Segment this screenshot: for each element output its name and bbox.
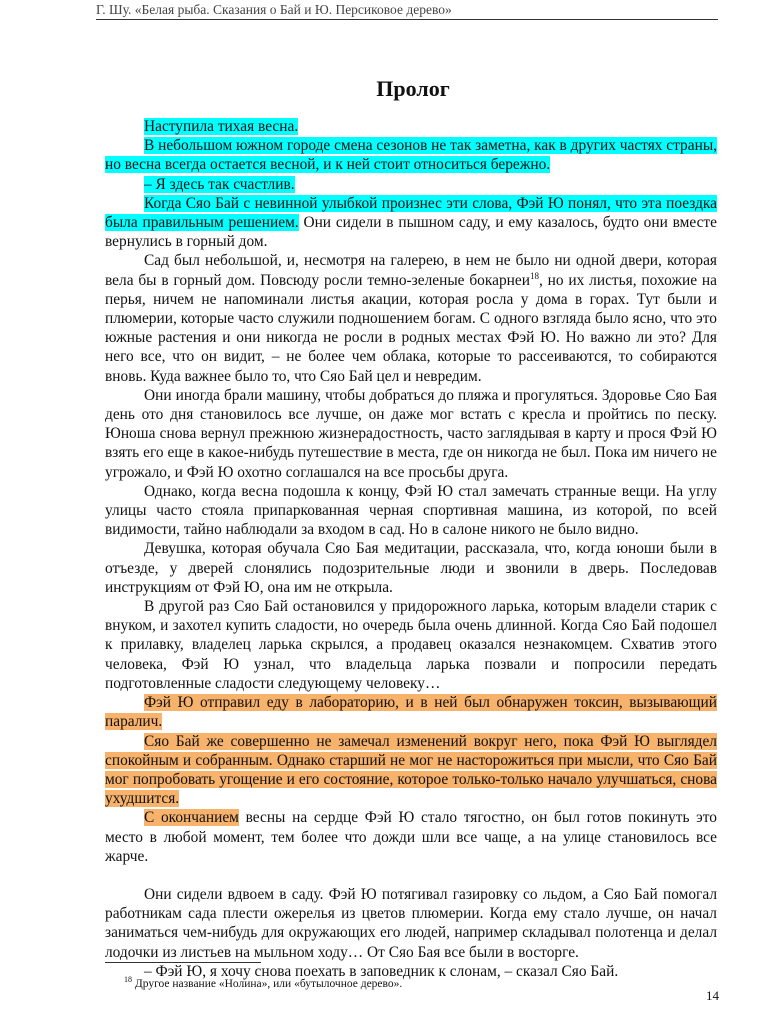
header-divider <box>96 19 718 20</box>
paragraph: Они иногда брали машину, чтобы добраться до пляжа и прогуляться. Здоровье Сяо Бая день ото дня становилось все лучше, он даже мог встать с кресла и пройтись по песку. Юноша снова вернул прежнюю жизнерадостность, часто заглядывая в карту и прося Фэй Ю взять его еще в какое-нибудь путешествие в места, где он никогда не был. Пока им ничего не угрожало, и Фэй Ю охотно соглашался на все просьбы друга. <box>105 386 717 481</box>
paragraph <box>105 194 717 252</box>
paragraph: Девушка, которая обучала Сяо Бая медитации, рассказала, что, когда юноши были в отъезде, у дверей слонялись подозрительные люди и звонили в дверь. Последовав инструкциям от Фэй Ю, она им не открыла. <box>105 540 717 596</box>
running-header: Г. Шу. «Белая рыба. Сказания о Бай и Ю. Персиковое дерево» <box>96 2 452 17</box>
paragraph: Они сидели вдвоем в саду. Фэй Ю потягивал газировку со льдом, а Сяо Бай помогал работникам сада плести ожерелья из цветов плюмерии. Когда ему стало лучше, он начал заниматься чем-нибудь для окружающих его людей, например складывал полотенца и делал лодочки из листьев на мыльном ходу… От Сяо Бая все были в восторге. <box>105 885 717 961</box>
paragraph <box>105 693 717 731</box>
paragraph <box>105 117 717 136</box>
paragraph: – Фэй Ю, я хочу снова поехать в заповедник к слонам, – сказал Сяо Бай. <box>144 962 619 980</box>
paragraph <box>105 808 717 866</box>
paragraph: В другой раз Сяо Бай остановился у придорожного ларька, которым владели старик с внуком, и захотел купить сладости, но очередь была очень длинной. Когда Сяо Бай подошел к прилавку, владелец ларька скрылся, а продавец оказался незнакомцем. Схватив этого человека, Фэй Ю узнал, что владельца ларька позвали и попросили передать подготовленные сладости следующему человеку… <box>105 598 717 692</box>
paragraph: Однако, когда весна подошла к концу, Фэй Ю стал замечать странные вещи. На углу улицы часто стояла припаркованная черная спортивная машина, из которой, по всей видимости, тайно наблюдали за входом в сад. Но в салоне никого не было видно. <box>105 482 717 539</box>
text: весны на сердце Фэй Ю стало тягостно, он был готов покинуть это место в любой момент, тем более что дожди шли все чаще, а на улице становилось все жарче. <box>105 809 717 865</box>
page-number: 14 <box>706 988 719 1003</box>
footnote <box>124 975 684 990</box>
section-gap <box>105 866 717 885</box>
text: Они сидели в пышном саду, и ему казалось, будто они вместе вернулись в горный дом. <box>105 214 717 251</box>
highlight: С окончанием <box>144 809 239 827</box>
text: Сад был небольшой, и, несмотря на галерею, в нем не было ни одной двери, которая вела бы в горный дом. Повсюду росли темно-зеленые бокарнеи <box>105 252 717 289</box>
highlight: Фэй Ю отправил еду в лабораторию, и в ней был обнаружен токсин, вызывающий паралич. <box>105 694 717 731</box>
text: , но их листья, похожие на перья, ничем не напоминали листья акации, которая росла у дома в горах. Тут были и плюмерии, которые часто служили подношением богам. С одного взгляда было ясно, что это южные растения и они никогда не росли в родных местах Фэй Ю. Но важно ли это? Для него все, что он видит, – не более чем облака, которые то рассеиваются, то собираются вновь. Куда важнее было то, что Сяо Бай цел и невредим. <box>105 271 717 385</box>
paragraph <box>105 136 717 174</box>
paragraph <box>105 732 717 809</box>
highlight: Наступила тихая весна. <box>144 118 299 135</box>
highlight: В небольшом южном городе смена сезонов не так заметна, как в других частях страны, но весна всегда остается весной, и к ней стоит относиться бережно. <box>105 137 718 174</box>
chapter-title: Пролог <box>376 76 450 101</box>
highlight: Когда Сяо Бай с невинной улыбкой произнес эти слова, Фэй Ю понял, что эта поездка была правильным решением. <box>105 194 717 232</box>
footnote-divider <box>105 962 261 963</box>
highlight: – Я здесь так счастлив. <box>144 175 295 193</box>
footnote-text: Другое название «Нолина», или «бутылочное дерево». <box>132 977 403 990</box>
paragraph <box>105 175 717 194</box>
paragraph <box>105 251 717 385</box>
highlight: Сяо Бай же совершенно не замечал изменений вокруг него, пока Фэй Ю выглядел спокойным и собранным. Однако старший не мог не насторожиться при мысли, что Сяо Бай мог попробовать угощение и его состояние, которое только-только начало улучшаться, снова ухудшится. <box>105 732 717 808</box>
body-text <box>105 117 717 981</box>
footnote-number: 18 <box>124 975 132 984</box>
footnote-reference[interactable]: 18 <box>529 270 539 281</box>
